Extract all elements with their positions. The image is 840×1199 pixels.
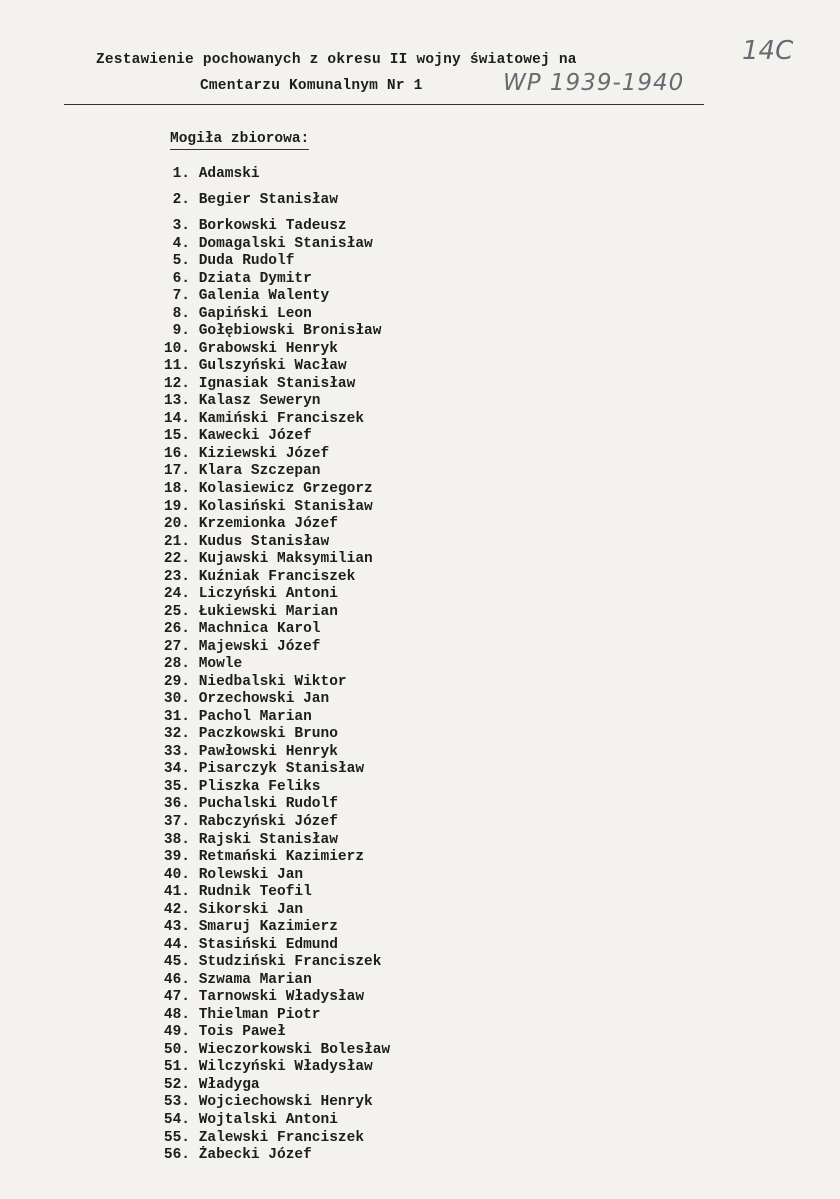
entry-name: Kolasiński Stanisław — [198, 498, 373, 515]
list-item — [150, 813, 338, 831]
list-item — [150, 743, 338, 761]
entry-number: 8. — [172, 305, 190, 322]
entry-number: 36. — [163, 796, 190, 813]
list-item — [150, 760, 364, 778]
list-item — [150, 953, 381, 971]
entry-name: Borkowski Tadeusz — [198, 218, 347, 234]
entry-number: 39. — [163, 849, 190, 865]
list-item — [150, 1023, 286, 1041]
list-item — [150, 778, 321, 796]
list-item — [150, 1129, 364, 1147]
entry-number: 20. — [163, 516, 190, 532]
list-item — [150, 235, 373, 253]
entry-number: 54. — [163, 1111, 190, 1128]
entry-name: Stasiński Edmund — [198, 936, 338, 953]
entry-number: 45. — [163, 954, 190, 971]
entry-name: Kalasz Seweryn — [198, 393, 321, 410]
list-item — [150, 445, 329, 463]
entry-name: Gołębiowski Bronisław — [198, 323, 382, 340]
list-item — [150, 795, 338, 813]
list-item — [150, 357, 347, 375]
list-item — [150, 673, 347, 691]
list-item — [150, 217, 347, 235]
list-item — [150, 1146, 312, 1164]
list-item — [150, 866, 303, 884]
entry-name: Żabecki Józef — [198, 1147, 312, 1163]
list-item — [150, 568, 355, 586]
list-item — [150, 427, 312, 445]
entry-number: 44. — [163, 936, 190, 953]
entry-name: Wojciechowski Henryk — [198, 1094, 373, 1111]
list-item — [150, 1076, 260, 1094]
list-item — [150, 322, 381, 340]
entry-name: Wieczorkowski Bolesław — [198, 1041, 391, 1058]
entry-name: Rajski Stanisław — [198, 831, 338, 848]
entry-name: Retmański Kazimierz — [198, 849, 365, 865]
entry-name: Łukiewski Marian — [198, 603, 338, 620]
entry-number: 31. — [163, 708, 190, 725]
list-item — [150, 340, 338, 358]
entry-name: Machnica Karol — [198, 621, 321, 638]
entry-name: Rudnik Teofil — [198, 884, 312, 901]
entry-name: Pisarczyk Stanisław — [198, 761, 365, 778]
entry-name: Dziata Dymitr — [198, 270, 312, 287]
list-item — [150, 690, 329, 708]
handwritten-date-range: WP 1939-1940 — [503, 70, 685, 96]
entry-number: 34. — [163, 761, 190, 778]
entry-name: Tarnowski Władysław — [198, 989, 365, 1006]
entry-number: 49. — [163, 1024, 190, 1041]
entry-number: 9. — [172, 323, 190, 340]
list-item — [150, 638, 321, 656]
entry-name: Gulszyński Wacław — [198, 358, 347, 375]
entry-name: Majewski Józef — [198, 638, 321, 655]
entry-number: 35. — [163, 778, 190, 795]
list-item — [150, 498, 373, 516]
entry-name: Kawecki Józef — [198, 428, 312, 445]
entry-number: 7. — [172, 288, 190, 305]
list-item — [150, 480, 373, 498]
entry-name: Wilczyński Władysław — [198, 1059, 373, 1076]
entry-number: 23. — [163, 568, 190, 585]
entry-name: Kolasiewicz Grzegorz — [198, 480, 373, 497]
entry-number: 32. — [163, 726, 190, 743]
entry-name: Pachol Marian — [198, 708, 312, 725]
entry-name: Rabczyński Józef — [198, 814, 338, 830]
entry-number: 46. — [163, 971, 190, 988]
entry-name: Sikorski Jan — [198, 901, 304, 918]
list-item — [150, 603, 338, 621]
list-item — [150, 848, 364, 866]
entry-name: Adamski — [198, 166, 260, 182]
list-item — [150, 533, 329, 551]
list-item — [150, 725, 338, 743]
list-item — [150, 655, 242, 673]
entry-number: 27. — [163, 638, 190, 655]
entry-name: Kujawski Maksymilian — [198, 551, 373, 567]
entry-name: Grabowski Henryk — [198, 340, 338, 357]
entry-name: Thielman Piotr — [198, 1006, 321, 1023]
entry-number: 19. — [163, 498, 190, 515]
list-item — [150, 252, 294, 270]
entry-number: 40. — [163, 866, 190, 883]
list-item — [150, 375, 355, 393]
entry-name: Pawłowski Henryk — [198, 743, 338, 760]
entry-name: Władyga — [198, 1076, 260, 1093]
entry-number: 15. — [163, 428, 190, 445]
entry-number: 53. — [163, 1094, 190, 1111]
entry-number: 47. — [163, 989, 190, 1006]
list-item — [150, 918, 338, 936]
entry-number: 18. — [163, 480, 190, 497]
entry-name: Puchalski Rudolf — [198, 796, 338, 813]
entry-name: Krzemionka Józef — [198, 516, 338, 532]
entry-number: 4. — [172, 235, 190, 252]
entry-number: 17. — [163, 463, 190, 480]
entry-number: 24. — [163, 586, 190, 603]
entry-number: 6. — [172, 270, 190, 287]
list-item — [150, 392, 321, 410]
document-title-line-2: Cmentarzu Komunalnym Nr 1 — [200, 78, 423, 94]
list-item — [150, 515, 338, 533]
entry-name: Smaruj Kazimierz — [198, 919, 338, 936]
entry-number: 43. — [163, 919, 190, 936]
entry-name: Studziński Franciszek — [198, 954, 382, 971]
entry-number: 5. — [172, 253, 190, 270]
entry-name: Pliszka Feliks — [198, 778, 321, 795]
list-item — [150, 971, 312, 989]
entry-number: 10. — [163, 340, 190, 357]
entry-number: 50. — [163, 1041, 190, 1058]
title-underline — [64, 104, 704, 105]
list-item — [150, 550, 373, 568]
entry-number: 12. — [163, 375, 190, 392]
entry-name: Tois Paweł — [198, 1024, 286, 1041]
entry-number: 56. — [163, 1147, 190, 1163]
list-item — [150, 1093, 373, 1111]
list-item — [150, 1041, 390, 1059]
entry-name: Galenia Walenty — [198, 288, 330, 305]
entry-name: Liczyński Antoni — [198, 586, 338, 603]
entry-number: 55. — [163, 1129, 190, 1146]
entry-number: 52. — [163, 1076, 190, 1093]
entry-number: 41. — [163, 884, 190, 901]
entry-name: Kamiński Franciszek — [198, 410, 365, 427]
list-item — [150, 620, 321, 638]
list-item — [150, 305, 312, 323]
entry-name: Ignasiak Stanisław — [198, 375, 356, 392]
entry-number: 14. — [163, 410, 190, 427]
entry-number: 42. — [163, 901, 190, 918]
list-item — [150, 585, 338, 603]
entry-number: 26. — [163, 621, 190, 638]
entry-number: 48. — [163, 1006, 190, 1023]
entry-number: 16. — [163, 445, 190, 462]
list-item — [150, 1111, 338, 1129]
entry-name: Gapiński Leon — [198, 305, 312, 322]
list-item — [150, 901, 303, 919]
list-item — [150, 1006, 321, 1024]
document-title-line-1: Zestawienie pochowanych z okresu II wojny światowej na — [96, 52, 577, 68]
entry-name: Begier Stanisław — [198, 192, 338, 208]
entry-name: Kuźniak Franciszek — [198, 568, 356, 585]
entry-number: 30. — [163, 691, 190, 708]
entry-name: Szwama Marian — [198, 971, 312, 988]
list-item — [150, 1058, 373, 1076]
entry-number: 21. — [163, 533, 190, 550]
entry-number: 37. — [163, 814, 190, 830]
section-title: Mogiła zbiorowa: — [170, 131, 309, 150]
list-item — [150, 988, 364, 1006]
list-item — [150, 831, 338, 849]
entry-number: 13. — [163, 393, 190, 410]
entry-number: 11. — [163, 358, 190, 375]
handwritten-code: 14C — [742, 36, 794, 66]
entry-name: Wojtalski Antoni — [198, 1111, 338, 1128]
list-item — [150, 270, 312, 288]
entry-number: 51. — [163, 1059, 190, 1076]
list-item — [150, 708, 312, 726]
entry-number: 3. — [172, 218, 190, 234]
entry-number: 33. — [163, 743, 190, 760]
entry-name: Zalewski Franciszek — [198, 1129, 365, 1146]
list-item — [150, 410, 364, 428]
entry-name: Duda Rudolf — [198, 253, 295, 270]
entry-name: Kiziewski Józef — [198, 445, 330, 462]
entry-number: 28. — [163, 656, 190, 673]
entry-number: 1. — [172, 166, 190, 182]
entry-number: 25. — [163, 603, 190, 620]
entry-name: Rolewski Jan — [198, 866, 304, 883]
entry-name: Paczkowski Bruno — [198, 726, 338, 743]
entry-name: Orzechowski Jan — [198, 691, 330, 708]
entry-number: 2. — [172, 192, 190, 208]
list-item — [150, 462, 321, 480]
entry-name: Mowle — [198, 656, 243, 673]
list-item — [150, 287, 329, 305]
entry-number: 38. — [163, 831, 190, 848]
entry-name: Kudus Stanisław — [198, 533, 330, 550]
entry-name: Klara Szczepan — [198, 463, 321, 480]
entry-name: Niedbalski Wiktor — [198, 673, 347, 690]
entry-name: Domagalski Stanisław — [198, 235, 373, 252]
list-item — [150, 191, 338, 209]
list-item — [150, 165, 260, 183]
entry-number: 22. — [163, 551, 190, 567]
list-item — [150, 936, 338, 954]
entry-number: 29. — [163, 673, 190, 690]
list-item — [150, 883, 312, 901]
